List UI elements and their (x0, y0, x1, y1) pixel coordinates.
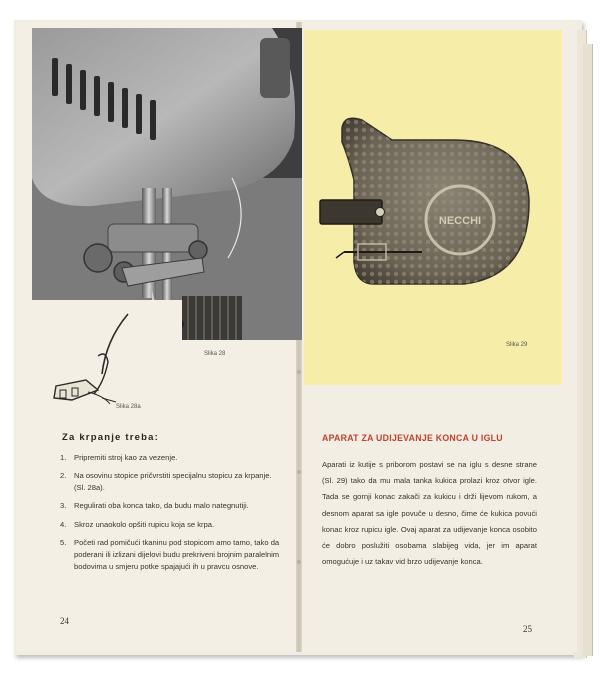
threader-paragraph: Aparati iz kutije s priborom postavi se na iglu s desne strane (Sl. 29) tako da mu mala tanka kukica prolazi kroz otvor igle. Tada se gornji konac zakači za kukicu i drži lijevom rukom, a desnom aparat sa igle povuče u desno, čime će kukica povući konac kroz rupicu igle. Ovaj aparat za udijevanje konca osobito će dobro poslužiti osobama slabijeg vida, jer im aparat omogućuje i uz takav vid brzo udijevanje konca. (322, 460, 537, 567)
list-item: 3. Regulirati oba konca tako, da budu malo nategnutiji. (60, 501, 249, 511)
darning-heading: Za krpanje treba: (62, 432, 159, 443)
list-item: 4. Skroz unaokolo opšiti rupicu koja se krpa. (60, 519, 215, 529)
necchi-logo: NECCHI (438, 215, 482, 227)
list-item: 2. Na osovinu stopice pričvrstiti specijalnu stopicu za krpanje. (Sl. 28a). (60, 471, 272, 493)
fig28-caption: Slika 28 (204, 351, 226, 357)
threader-photo-panel (304, 30, 562, 385)
darning-steps (60, 452, 282, 579)
threader-heading: APARAT ZA UDIJEVANJE KONCA U IGLU (322, 433, 503, 444)
darning-foot-drawing (46, 310, 136, 410)
binding-stitch (297, 470, 301, 474)
binding-stitch (297, 370, 301, 374)
page-number-right: 25 (523, 624, 532, 634)
sewing-machine-photo (32, 28, 302, 340)
fig28a-caption: Slika 28a (116, 404, 141, 410)
page-edges-back (583, 44, 593, 656)
page-number-left: 24 (60, 616, 69, 626)
list-item: 1. Pripremiti stroj kao za vezenje. (60, 453, 178, 462)
list-item: 5. Početi rad pomičući tkaninu pod stopicom amo tamo, tako da poderani ili izlizani dijelovi budu prekriveni brojnim paralelnim bodovima u smjeru potke spajajući ih u pravcu osnove. (60, 537, 280, 571)
fig29-caption: Slika 29 (506, 342, 528, 348)
binding-stitch (297, 560, 301, 564)
